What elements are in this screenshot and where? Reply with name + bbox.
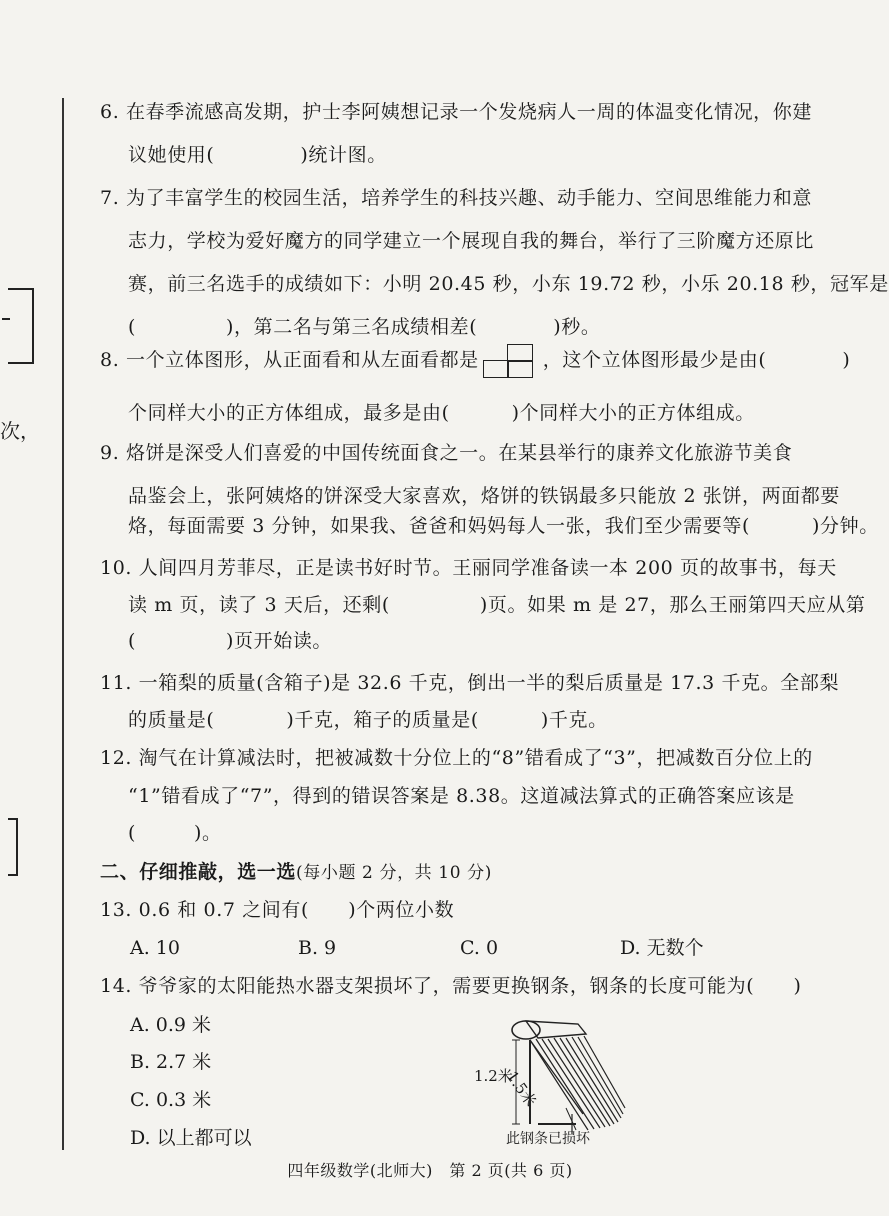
q14-option-d[interactable]: D. 以上都可以 — [130, 1127, 252, 1149]
q7-line2: 志力，学校为爱好魔方的同学建立一个展现自我的舞台，举行了三阶魔方还原比 — [128, 230, 815, 252]
q7-line4: ( )，第二名与第三名成绩相差( )秒。 — [128, 316, 601, 338]
q12-line3: ( )。 — [128, 822, 222, 844]
q11-line2: 的质量是( )千克，箱子的质量是( )千克。 — [128, 709, 608, 731]
q10-line2: 读 m 页，读了 3 天后，还剩( )页。如果 m 是 27，那么王丽第四天应从第 — [128, 594, 866, 616]
margin-text: 次， — [0, 419, 40, 443]
binding-line — [62, 98, 64, 1150]
q13-stem: 13. 0.6 和 0.7 之间有( )个两位小数 — [100, 899, 455, 921]
q6-line2: 议她使用( )统计图。 — [128, 144, 387, 166]
q13-option-b[interactable]: B. 9 — [298, 937, 337, 959]
q14-stem: 14. 爷爷家的太阳能热水器支架损坏了，需要更换钢条，钢条的长度可能为( ) — [100, 975, 802, 997]
q8-line2: 个同样大小的正方体组成，最多是由( )个同样大小的正方体组成。 — [128, 402, 755, 424]
figure-slant-label: 1.5米 — [502, 1067, 540, 1110]
q6-line1: 6. 在春季流感高发期，护士李阿姨想记录一个发烧病人一周的体温变化情况，你建 — [100, 101, 812, 123]
q13-option-d[interactable]: D. 无数个 — [620, 937, 704, 959]
q7-line1: 7. 为了丰富学生的校园生活，培养学生的科技兴趣、动手能力、空间思维能力和意 — [100, 187, 812, 209]
q10-line1: 10. 人间四月芳菲尽，正是读书好时节。王丽同学准备读一本 200 页的故事书，每天 — [100, 557, 837, 579]
figure-height-label: 1.2米 — [474, 1067, 513, 1085]
q14-option-b[interactable]: B. 2.7 米 — [130, 1051, 212, 1073]
q10-line3: ( )页开始读。 — [128, 630, 333, 652]
q8-line1: 8. 一个立体图形，从正面看和从左面看都是 ，这个立体图形最少是由( ) — [100, 344, 850, 378]
margin-bracket-bottom — [8, 818, 18, 876]
front-view-figure — [483, 344, 539, 378]
margin-bracket-top — [8, 288, 34, 364]
section-2-heading: 二、仔细推敲，选一选(每小题 2 分，共 10 分) — [100, 861, 492, 883]
q12-line1: 12. 淘气在计算减法时，把被减数十分位上的“8”错看成了“3”，把减数百分位上的 — [100, 747, 813, 769]
q13-option-c[interactable]: C. 0 — [460, 937, 499, 959]
figure-caption: 此钢条已损坏 — [506, 1131, 590, 1147]
q9-line3: 烙，每面需要 3 分钟，如果我、爸爸和妈妈每人一张，我们至少需要等( )分钟。 — [128, 515, 879, 537]
q11-line1: 11. 一箱梨的质量(含箱子)是 32.6 千克，倒出一半的梨后质量是 17.3 千克。全部梨 — [100, 672, 840, 694]
q13-option-a[interactable]: A. 10 — [130, 937, 180, 959]
page-footer: 四年级数学(北师大) 第 2 页(共 6 页) — [287, 1161, 573, 1180]
q9-line2: 品鉴会上，张阿姨烙的饼深受大家喜欢，烙饼的铁锅最多只能放 2 张饼，两面都要 — [128, 485, 840, 507]
q9-line1: 9. 烙饼是深受人们喜爱的中国传统面食之一。在某县举行的康养文化旅游节美食 — [100, 442, 793, 464]
q14-option-a[interactable]: A. 0.9 米 — [130, 1014, 212, 1036]
q7-line3: 赛，前三名选手的成绩如下：小明 20.45 秒，小东 19.72 秒，小乐 20.18 秒，冠军是 — [128, 273, 889, 295]
q12-line2: “1”错看成了“7”，得到的错误答案是 8.38。这道减法算式的正确答案应该是 — [128, 785, 795, 807]
q14-option-c[interactable]: C. 0.3 米 — [130, 1089, 212, 1111]
